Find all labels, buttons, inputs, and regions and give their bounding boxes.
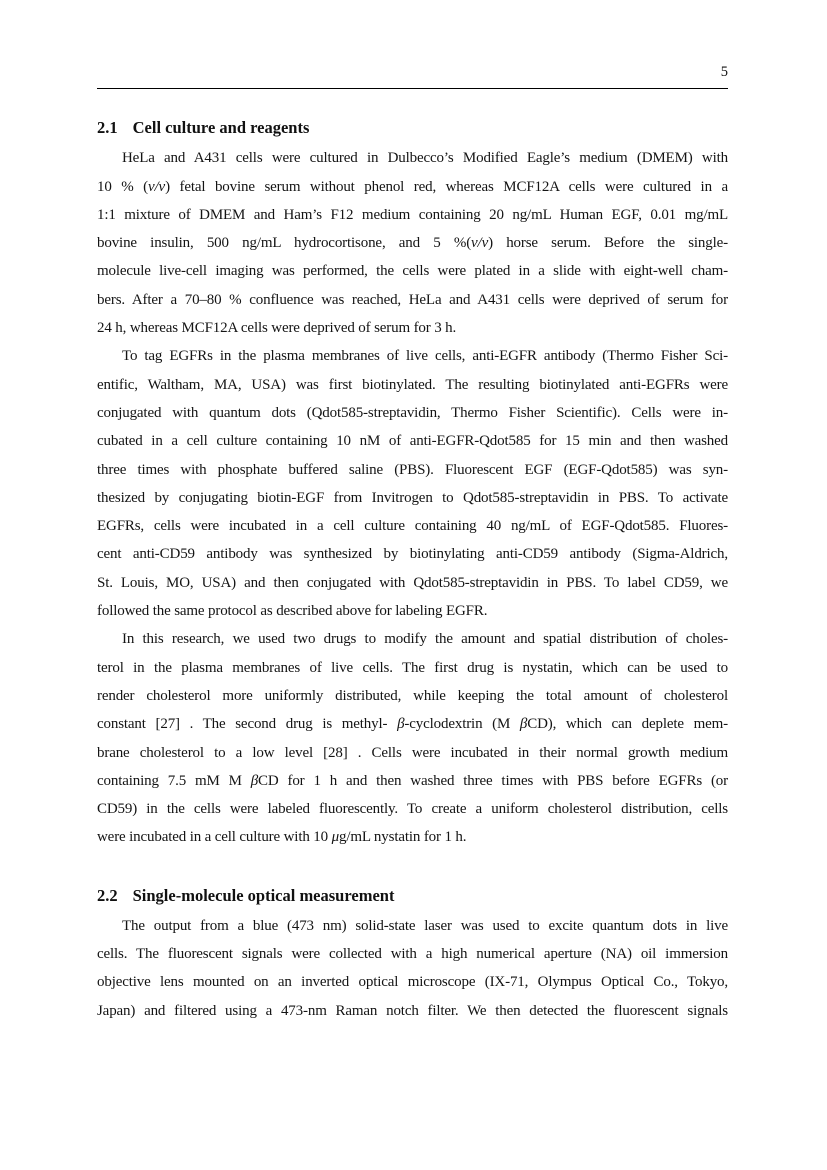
section-number: 2.2 <box>97 885 118 905</box>
section-paragraphs <box>97 144 728 851</box>
text-line: cent anti-CD59 antibody was synthesized by biotinylating anti-CD59 antibody (Sigma-Aldrich, <box>97 546 728 563</box>
text-line: EGFRs, cells were incubated in a cell culture containing 40 ng/mL of EGF-Qdot585. Fluores- <box>97 518 728 535</box>
section-title: Cell culture and reagents <box>132 118 310 138</box>
text-line: render cholesterol more uniformly distributed, while keeping the total amount of cholesterol <box>97 687 728 704</box>
paragraph <box>97 912 728 1025</box>
page-header <box>97 62 728 89</box>
text-line: The output from a blue (473 nm) solid-state laser was used to excite quantum dots in live <box>122 917 728 934</box>
header-rule <box>97 88 728 89</box>
text-line: HeLa and A431 cells were cultured in Dulbecco’s Modified Eagle’s medium (DMEM) with <box>122 150 728 167</box>
section-number: 2.1 <box>97 118 118 138</box>
text-line: St. Louis, MO, USA) and then conjugated with Qdot585-streptavidin in PBS. To label CD59, we <box>97 574 728 591</box>
text-line: To tag EGFRs in the plasma membranes of live cells, anti-EGFR antibody (Thermo Fisher Sci- <box>122 348 728 365</box>
text-line: cells. The fluorescent signals were collected with a high numerical aperture (NA) oil immersion <box>97 946 728 963</box>
text-line: bovine insulin, 500 ng/mL hydrocortisone, and 5 %(v/v) horse serum. Before the single- <box>97 235 728 252</box>
text-line: 1:1 mixture of DMEM and Ham’s F12 medium containing 20 ng/mL Human EGF, 0.01 mg/mL <box>97 206 728 223</box>
text-line: entific, Waltham, MA, USA) was first biotinylated. The resulting biotinylated anti-EGFRs were <box>97 376 728 393</box>
text-line: objective lens mounted on an inverted optical microscope (IX-71, Olympus Optical Co., Tokyo, <box>97 974 728 991</box>
text-line: were incubated in a cell culture with 10 μg/mL nystatin for 1 h. <box>97 829 467 846</box>
text-line: constant [27] . The second drug is methyl- β-cyclodextrin (M βCD), which can deplete mem- <box>97 716 728 733</box>
paragraph <box>97 342 728 625</box>
text-line: thesized by conjugating biotin-EGF from Invitrogen to Qdot585-streptavidin in PBS. To activate <box>97 489 728 506</box>
section <box>97 117 728 851</box>
text-line: brane cholesterol to a low level [28] . Cells were incubated in their normal growth medium <box>97 744 728 761</box>
section-title: Single-molecule optical measurement <box>132 885 395 905</box>
text-line: bers. After a 70–80 % confluence was reached, HeLa and A431 cells were deprived of serum for <box>97 291 728 308</box>
text-line: followed the same protocol as described above for labeling EGFR. <box>97 603 488 620</box>
text-line: CD59) in the cells were labeled fluorescently. To create a uniform cholesterol distribution, cells <box>97 801 728 818</box>
text-line: In this research, we used two drugs to modify the amount and spatial distribution of choles- <box>122 631 728 648</box>
text-line: cubated in a cell culture containing 10 nM of anti-EGFR-Qdot585 for 15 min and then washed <box>97 433 728 450</box>
text-line: 10 % (v/v) fetal bovine serum without phenol red, whereas MCF12A cells were cultured in a <box>97 178 728 195</box>
text-line: 24 h, whereas MCF12A cells were deprived of serum for 3 h. <box>97 320 457 337</box>
text-line: terol in the plasma membranes of live cells. The first drug is nystatin, which can be used to <box>97 659 728 676</box>
paragraph <box>97 144 728 342</box>
document-body <box>97 117 728 1025</box>
text-line: Japan) and filtered using a 473-nm Raman notch filter. We then detected the fluorescent signals <box>97 1002 728 1019</box>
text-line: conjugated with quantum dots (Qdot585-streptavidin, Thermo Fisher Scientific). Cells were in- <box>97 404 728 421</box>
section <box>97 885 728 1025</box>
page-number: 5 <box>720 64 728 80</box>
section-heading <box>97 117 728 139</box>
section-heading <box>97 885 728 907</box>
text-line: molecule live-cell imaging was performed, the cells were plated in a slide with eight-well cham- <box>97 263 728 280</box>
paragraph <box>97 625 728 851</box>
text-line: containing 7.5 mM M βCD for 1 h and then washed three times with PBS before EGFRs (or <box>97 772 728 789</box>
section-paragraphs <box>97 912 728 1025</box>
text-line: three times with phosphate buffered saline (PBS). Fluorescent EGF (EGF-Qdot585) was syn- <box>97 461 728 478</box>
